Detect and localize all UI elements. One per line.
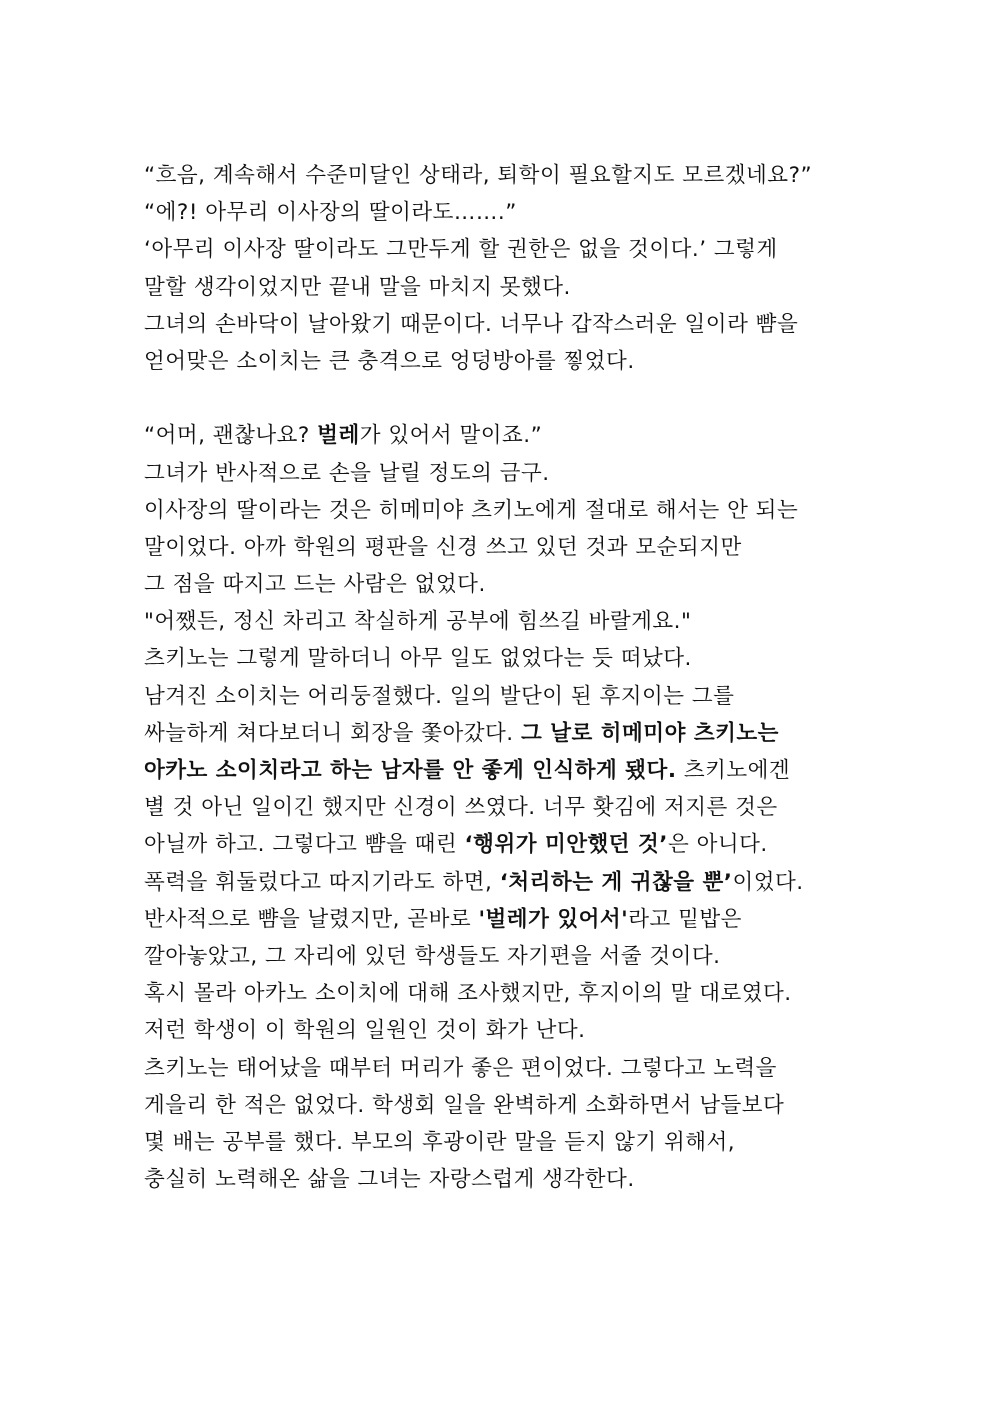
text-line [144, 1124, 864, 1161]
text-run: 깔아놓았고, 그 자리에 있던 학생들도 자기편을 서줄 것이다. [144, 943, 721, 969]
bold-text: '벌레가 있어서' [478, 906, 629, 932]
text-run: 남겨진 소이치는 어리둥절했다. 일의 발단이 된 후지이는 그를 [144, 683, 735, 709]
text-run: 츠키노는 그렇게 말하더니 아무 일도 없었다는 듯 떠났다. [144, 646, 692, 672]
text-run: 게을리 한 적은 없었다. 학생회 일을 완벽하게 소화하면서 남들보다 [144, 1092, 785, 1118]
bold-text: 벌레 [317, 423, 360, 449]
text-line [144, 231, 864, 268]
text-run: 혹시 몰라 아카노 소이치에 대해 조사했지만, 후지이의 말 대로였다. [144, 981, 792, 1007]
text-line [144, 269, 864, 306]
text-line [144, 343, 864, 380]
text-run: 그녀가 반사적으로 손을 날릴 정도의 금구. [144, 460, 550, 486]
text-run: “에?! 아무리 이사장의 딸이라도…….” [144, 200, 517, 226]
text-line [144, 603, 864, 640]
text-line [144, 938, 864, 975]
text-run: 이었다. [732, 869, 804, 895]
text-run: "어쨌든, 정신 차리고 착실하게 공부에 힘쓰길 바랄게요." [144, 609, 692, 635]
body-text [144, 157, 864, 1198]
text-line [144, 901, 864, 938]
text-run: 충실히 노력해온 삶을 그녀는 자랑스럽게 생각한다. [144, 1167, 635, 1193]
text-run: 츠키노에겐 [676, 758, 791, 783]
text-run: 저런 학생이 이 학원의 일원인 것이 화가 난다. [144, 1018, 586, 1044]
text-run: 말할 생각이었지만 끝내 말을 마치지 못했다. [144, 274, 571, 300]
text-line [144, 826, 864, 863]
text-line [144, 975, 864, 1012]
text-run: 가 있어서 말이죠.” [359, 423, 543, 449]
text-line [144, 789, 864, 826]
text-run: 몇 배는 공부를 했다. 부모의 후광이란 말을 듣지 않기 위해서, [144, 1129, 736, 1155]
text-line [144, 306, 864, 343]
bold-text: ‘처리하는 게 귀찮을 뿐’ [499, 869, 733, 895]
text-run: “흐음, 계속해서 수준미달인 상태라, 퇴학이 필요할지도 모르겠네요?” [144, 163, 813, 188]
text-line [144, 678, 864, 715]
text-line [144, 1012, 864, 1049]
text-run: 이사장의 딸이라는 것은 히메미야 츠키노에게 절대로 해서는 안 되는 [144, 497, 799, 523]
text-run: 별 것 아닌 일이긴 했지만 신경이 쓰였다. 너무 홧김에 저지른 것은 [144, 795, 778, 821]
text-run: 반사적으로 뺨을 날렸지만, 곧바로 [144, 906, 479, 932]
text-line [144, 864, 864, 901]
text-run: 폭력을 휘둘렀다고 따지기라도 하면, [144, 869, 500, 895]
text-run: 그 점을 따지고 드는 사람은 없었다. [144, 572, 486, 598]
text-line [144, 529, 864, 566]
text-run: 얻어맞은 소이치는 큰 충격으로 엉덩방아를 찧었다. [144, 348, 635, 374]
text-line [144, 566, 864, 603]
text-line [144, 1050, 864, 1087]
text-run: 은 아니다. [667, 832, 768, 858]
text-line [144, 417, 864, 454]
bold-text: 아카노 소이치라고 하는 남자를 안 좋게 인식하게 됐다. [144, 758, 677, 783]
text-line [144, 752, 864, 789]
text-run: ‘아무리 이사장 딸이라도 그만두게 할 권한은 없을 것이다.’ 그렇게 [144, 237, 778, 263]
text-run: 츠키노는 태어났을 때부터 머리가 좋은 편이었다. 그렇다고 노력을 [144, 1055, 777, 1081]
text-run: 라고 밑밥은 [628, 906, 742, 932]
text-line [144, 492, 864, 529]
text-run: “어머, 괜찮나요? [144, 423, 318, 449]
text-line [144, 455, 864, 492]
bold-text: ‘행위가 미안했던 것’ [464, 832, 668, 858]
text-run: 그녀의 손바닥이 날아왔기 때문이다. 너무나 갑작스러운 일이라 뺨을 [144, 311, 799, 337]
text-line [144, 640, 864, 677]
text-line [144, 157, 864, 194]
text-run: 말이었다. 아까 학원의 평판을 신경 쓰고 있던 것과 모순되지만 [144, 534, 742, 560]
text-run: 싸늘하게 쳐다보더니 회장을 쫓아갔다. [144, 720, 521, 746]
blank-line [144, 380, 864, 417]
text-line [144, 715, 864, 752]
text-run: 아닐까 하고. 그렇다고 뺨을 때린 [144, 832, 465, 858]
text-line [144, 1087, 864, 1124]
text-line [144, 194, 864, 231]
bold-text: 그 날로 히메미야 츠키노는 [520, 720, 779, 746]
text-line [144, 1161, 864, 1198]
